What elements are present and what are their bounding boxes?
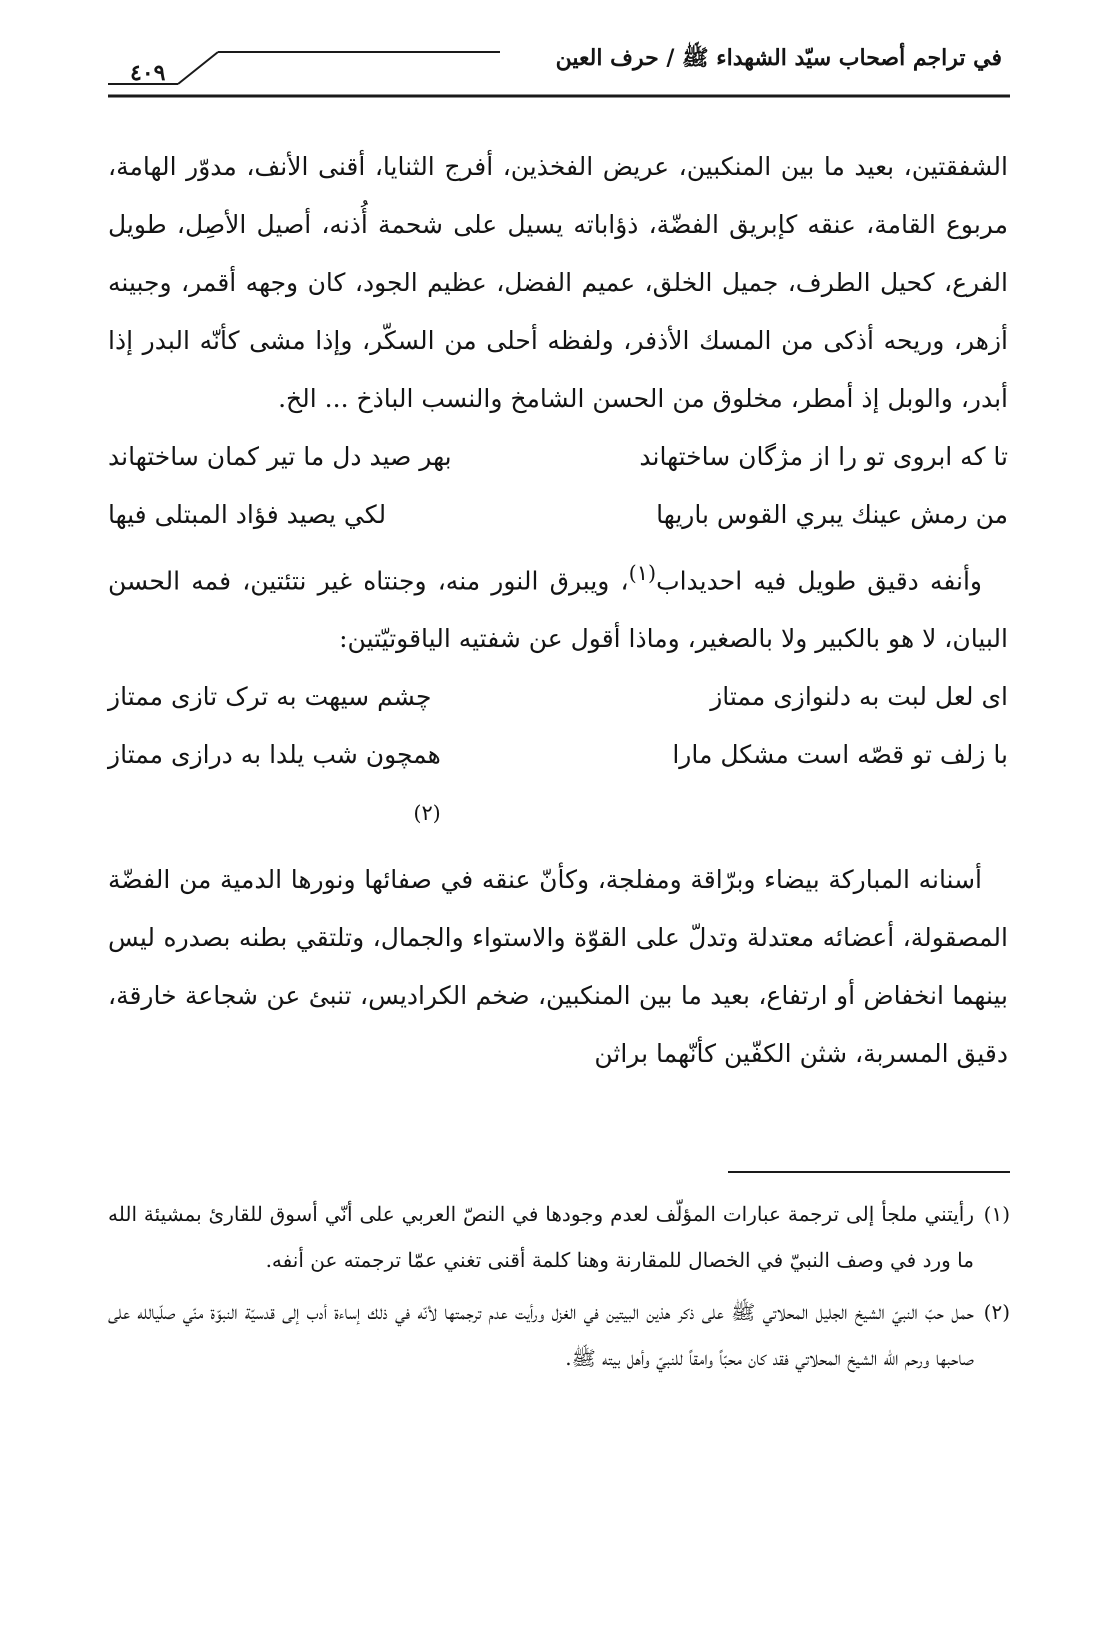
verse-2-second-hemistich: لكي يصيد فؤاد المبتلى فيها bbox=[108, 500, 387, 529]
verse-3-second-hemistich: چشم سيهت به ترک تازى ممتاز bbox=[108, 682, 432, 712]
main-text bbox=[108, 138, 1008, 1083]
verse-1-first-hemistich: تا كه ابروى تو را از مژگان ساختهاند bbox=[639, 442, 1008, 471]
verse-3-first-hemistich: اى لعل لبت به دلنوازى ممتاز bbox=[710, 682, 1008, 712]
footnote-ref-1[interactable]: (١) bbox=[628, 561, 657, 585]
verse-line-4 bbox=[108, 726, 1008, 850]
paragraph-2-start: وأنفه دقيق طويل فيه احديداب bbox=[656, 566, 982, 596]
footnote-1 bbox=[108, 1191, 1010, 1283]
verse-line-3 bbox=[108, 668, 1008, 726]
footnote-separator bbox=[728, 1171, 1010, 1173]
page-number: ٤٠٩ bbox=[130, 60, 166, 86]
footnote-2-marker: (٢) bbox=[983, 1300, 1010, 1324]
verse-4-second-hemistich bbox=[108, 726, 441, 850]
footnote-2 bbox=[108, 1289, 1010, 1381]
footnote-ref-2[interactable]: (٢) bbox=[413, 801, 441, 826]
paragraph-2-end: ، ويبرق النور منه، وجنتاه غير نتئتين، فمه الحسن البيان، لا هو بالكبير ولا بالصغير، وماذا أقول عن شفتيه الياقوتيّتين: bbox=[108, 566, 1008, 654]
footnotes bbox=[108, 1191, 1010, 1387]
paragraph-3: أسنانه المباركة بيضاء وبرّاقة ومفلجة، وكأنّ عنقه في صفائها ونورها الدمية من الفضّة المصقولة، أعضائه معتدلة وتدلّ على القوّة والاستواء والجمال، وتلتقي بطنه بصدره ليس بينهما انخفاض أو ارتفاع، بعيد ما بين المنكبين، ضخم الكراديس، تنبئ عن شجاعة خارقة، دقيق المسربة، شثن الكفّين كأنّهما براثن bbox=[108, 864, 1008, 1068]
verse-line-2 bbox=[108, 486, 1008, 544]
paragraph-1: الشفقتين، بعيد ما بين المنكبين، عريض الفخذين، أفرج الثنايا، أقنى الأنف، مدوّر الهامة، مربوع القامة، عنقه كإبريق الفضّة، ذؤاباته يسيل على شحمة أُذنه، أصيل الأصِل، طويل الفرع، كحيل الطرف، جميل الخلق، عميم الفضل، عظيم الجود، كان وجهه أقمر، وجبينه أزهر، وريحه أذكى من المسك الأذفر، ولفظه أحلى من السكّر، وإذا مشى كأنّه البدر إذا أبدر، والوبل إذ أمطر، مخلوق من الحسن الشامخ والنسب الباذخ ... الخ. bbox=[108, 152, 1008, 413]
footnote-2-text: حمل حبّ النبيّ الشيخ الجليل المحلاتي ﷺ على ذكر هذين البيتين في الغزل ورأيت عدم ترجمتها لأنّه في ذلك إساءة أدب إلى قدسيّة النبوّة منّي صلّيالله على صاحبها ورحم الله الشيخ المحلاتي فقد كان محبّاً وامقاً للنبيّ وأهل بيته ﷺ. bbox=[108, 1300, 974, 1370]
footnote-1-marker: (١) bbox=[983, 1202, 1010, 1226]
verse-4-second-text: همچون شب يلدا به درازى ممتاز bbox=[108, 740, 441, 770]
verse-4-first-hemistich: با زلف تو قصّه است مشكل مارا bbox=[672, 740, 1008, 770]
verse-1-second-hemistich: بهر صيد دل ما تير كمان ساختهاند bbox=[108, 442, 452, 471]
running-header-title: في تراجم أصحاب سيّد الشهداء ﷺ / حرف العين bbox=[555, 45, 1002, 71]
verse-line-1 bbox=[108, 428, 1008, 486]
footnote-1-text: رأيتني ملجأ إلى ترجمة عبارات المؤلّف لعدم وجودها في النصّ العربي على أنّي أسوق للقارئ بمشيئة الله ما ورد في وصف النبيّ في الخصال للمقارنة وهنا كلمة أقنى تغني عمّا ترجمته عن أنفه. bbox=[108, 1202, 974, 1272]
paragraph-2 bbox=[108, 544, 1008, 668]
verse-2-first-hemistich: من رمش عينك يبري القوس باريها bbox=[656, 500, 1008, 529]
